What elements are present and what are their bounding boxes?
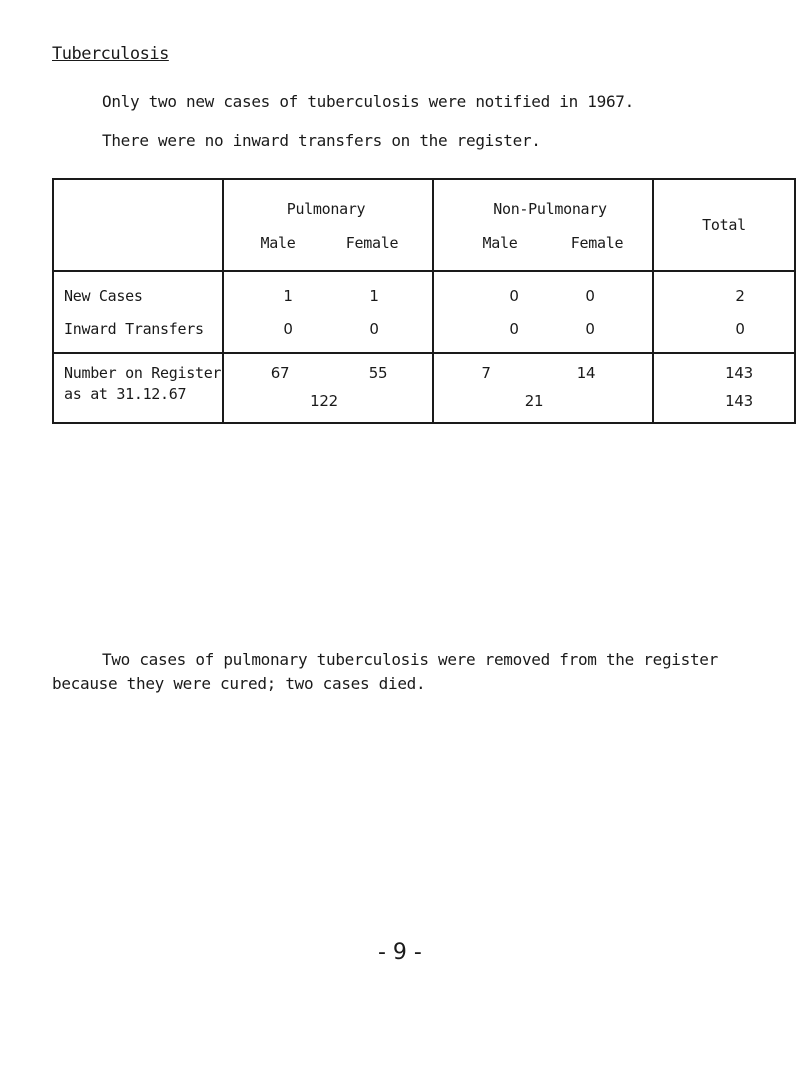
tuberculosis-table xyxy=(52,178,796,618)
intro-line-2: There were no inward transfers on the register. xyxy=(102,131,541,150)
cell-register-p-male: 67 xyxy=(270,364,290,382)
header-total: Total xyxy=(702,216,746,234)
header-non-pulmonary-female: Female xyxy=(570,234,624,252)
table-rule-col3 xyxy=(652,178,654,424)
cell-inward-np-female: 0 xyxy=(585,320,595,338)
table-rule-col1 xyxy=(222,178,224,424)
table-rule-top xyxy=(52,178,796,180)
cell-register-p-total: 122 xyxy=(310,392,338,410)
cell-new-total: 2 xyxy=(735,287,745,305)
cell-inward-np-male: 0 xyxy=(509,320,519,338)
cell-inward-total: 0 xyxy=(735,320,745,338)
closing-line-2: because they were cured; two cases died. xyxy=(52,674,426,693)
section-heading: Tuberculosis xyxy=(52,44,169,64)
cell-new-np-male: 0 xyxy=(509,287,519,305)
cell-new-p-male: 1 xyxy=(283,287,293,305)
cell-register-np-total: 21 xyxy=(524,392,544,410)
table-rule-header xyxy=(52,270,796,272)
table-rule-col2 xyxy=(432,178,434,424)
row-label-inward-transfers: Inward Transfers xyxy=(64,320,204,338)
header-pulmonary-female: Female xyxy=(345,234,399,252)
row-label-register-1: Number on Register xyxy=(64,364,222,382)
cell-register-total-top: 143 xyxy=(725,364,753,382)
table-rule-bottom xyxy=(52,422,796,424)
cell-new-np-female: 0 xyxy=(585,287,595,305)
header-non-pulmonary: Non-Pulmonary xyxy=(493,200,607,218)
table-rule-register xyxy=(52,352,796,354)
row-label-new-cases: New Cases xyxy=(64,287,143,305)
closing-line-1: Two cases of pulmonary tuberculosis were removed from the register xyxy=(102,650,718,669)
cell-new-p-female: 1 xyxy=(369,287,379,305)
cell-inward-p-male: 0 xyxy=(283,320,293,338)
intro-line-1: Only two new cases of tuberculosis were notified in 1967. xyxy=(102,92,634,111)
cell-register-np-male: 7 xyxy=(481,364,491,382)
row-label-register-2: as at 31.12.67 xyxy=(64,385,187,403)
cell-register-p-female: 55 xyxy=(368,364,388,382)
cell-register-total-bottom: 143 xyxy=(725,392,753,410)
page-number: - 9 - xyxy=(378,940,422,965)
cell-inward-p-female: 0 xyxy=(369,320,379,338)
header-non-pulmonary-male: Male xyxy=(482,234,518,252)
table-rule-left xyxy=(52,178,54,424)
table-rule-right xyxy=(794,178,796,424)
cell-register-np-female: 14 xyxy=(576,364,596,382)
header-pulmonary: Pulmonary xyxy=(286,200,366,218)
header-pulmonary-male: Male xyxy=(260,234,296,252)
